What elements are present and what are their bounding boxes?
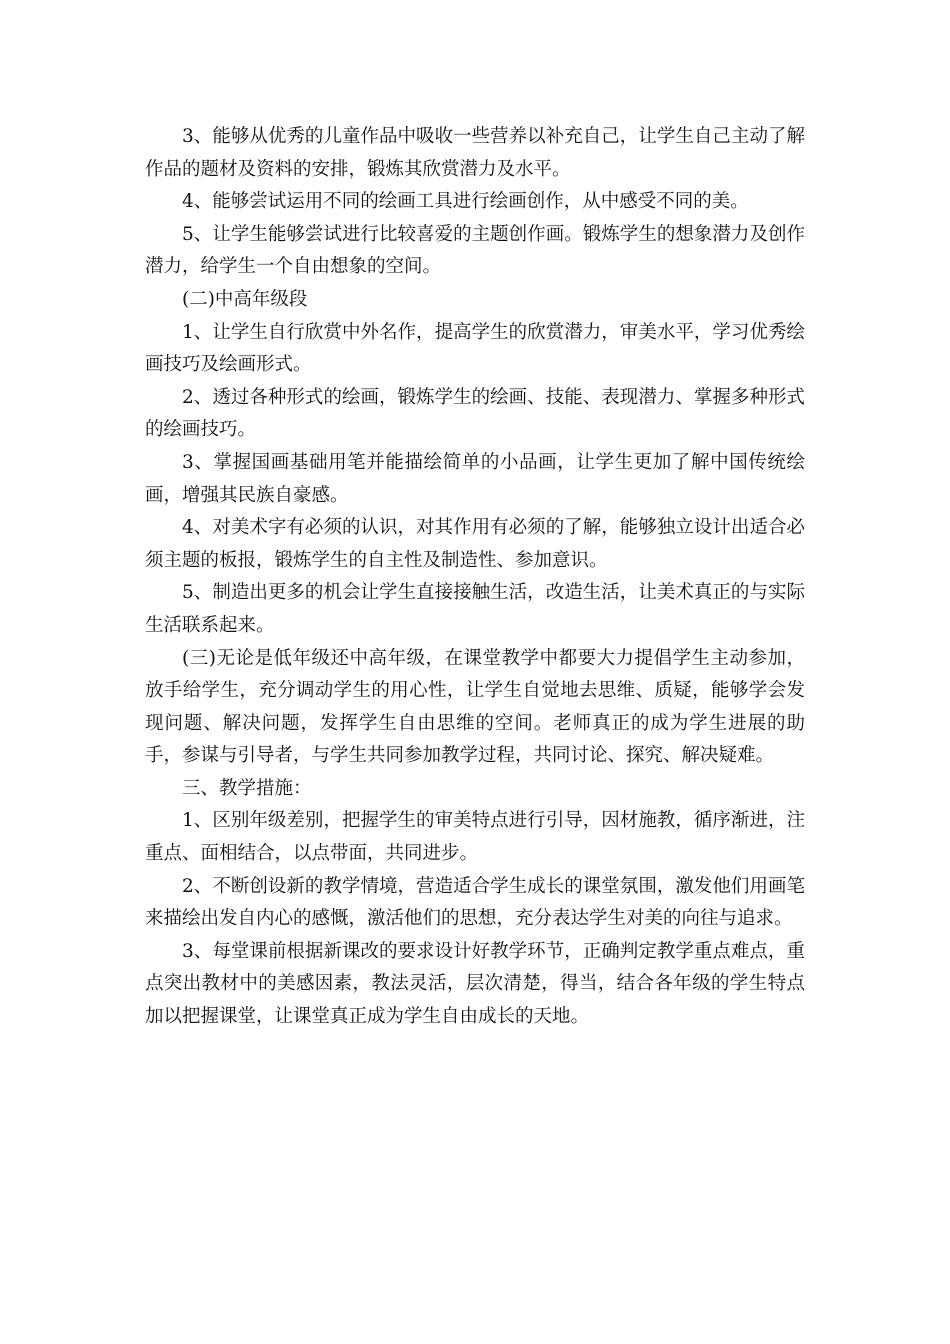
- section-heading-teaching-measures: 三、教学措施：: [182, 777, 312, 799]
- section-heading-middle-upper-grades: (二)中高年级段: [182, 288, 308, 310]
- paragraph-item-5-theme-creation: 5、让学生能够尝试进行比较喜爱的主题创作画。锻炼学生的想象潜力及创作潜力，给学生一个自由想象的空间。: [145, 223, 805, 278]
- document-body: [145, 121, 805, 1034]
- paragraph-measure-3: 3、每堂课前根据新课改的要求设计好教学环节，正确判定教学重点难点，重点突出教材中的美感因素，教法灵活，层次清楚，得当，结合各年级的学生特点加以把握课堂，让课堂真正成为学生自由成长的天地。: [145, 940, 805, 1028]
- paragraph-item-3-chinese-painting: 3、掌握国画基础用笔并能描绘简单的小品画，让学生更加了解中国传统绘画，增强其民族自豪感。: [145, 451, 805, 506]
- paragraph-item-4-art-lettering: 4、对美术字有必须的认识，对其作用有必须的了解，能够独立设计出适合必须主题的板报，锻炼学生的自主性及制造性、参加意识。: [145, 517, 805, 571]
- paragraph-measure-1: 1、区别年级差别，把握学生的审美特点进行引导，因材施教，循序渐进，注重点、面相结合，以点带面，共同进步。: [145, 810, 805, 865]
- paragraph-item-4-drawing-tools: 4、能够尝试运用不同的绘画工具进行绘画创作，从中感受不同的美。: [182, 191, 749, 213]
- paragraph-item-5-real-life: 5、制造出更多的机会让学生直接接触生活，改造生活，让美术真正的与实际生活联系起来。: [145, 582, 805, 636]
- paragraph-section-3-all-grades: (三)无论是低年级还中高年级，在课堂教学中都要大力提倡学生主动参加，放手给学生，充分调动学生的用心性，让学生自觉地去思维、质疑，能够学会发现问题、解决问题，发挥学生自由思维的空间。老师真正的成为学生进展的助手，参谋与引导者，与学生共同参加教学过程，共同讨论、探究、解决疑难。: [145, 647, 805, 767]
- paragraph-measure-2: 2、不断创设新的教学情境，营造适合学生成长的课堂氛围，激发他们用画笔来描绘出发自内心的感慨，激活他们的思想，充分表达学生对美的向往与追求。: [145, 875, 805, 930]
- paragraph-item-1-appreciation: 1、让学生自行欣赏中外名作，提高学生的欣赏潜力，审美水平，学习优秀绘画技巧及绘画形式。: [145, 321, 805, 376]
- paragraph-item-3-child-works: 3、能够从优秀的儿童作品中吸收一些营养以补充自己，让学生自己主动了解作品的题材及资料的安排，锻炼其欣赏潜力及水平。: [145, 126, 805, 180]
- paragraph-item-2-drawing-forms: 2、透过各种形式的绘画，锻炼学生的绘画、技能、表现潜力、掌握多种形式的绘画技巧。: [145, 386, 805, 441]
